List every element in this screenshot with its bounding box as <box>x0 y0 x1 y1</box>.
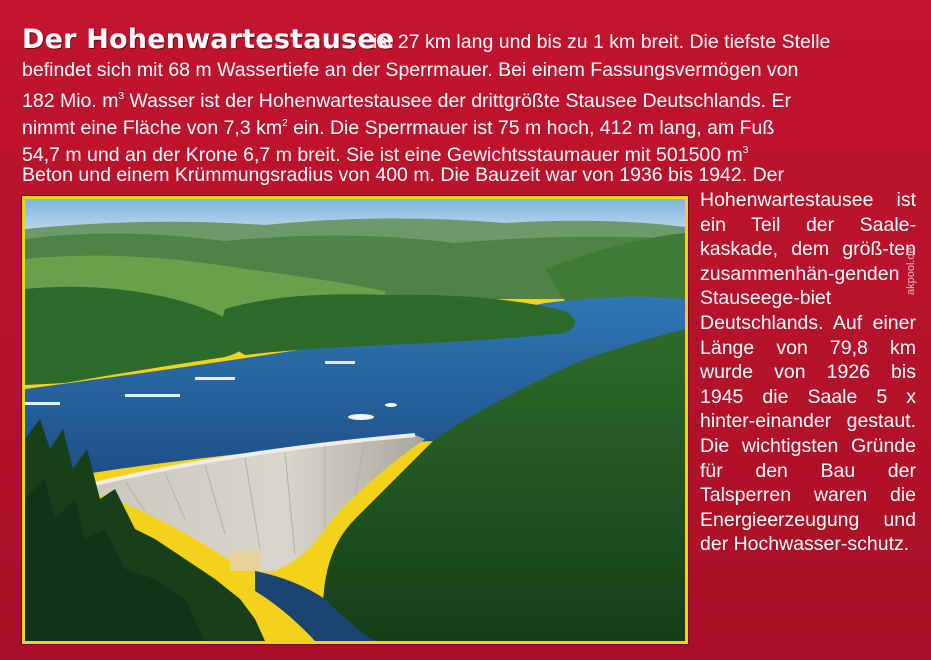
superscript-3: 3 <box>118 91 125 102</box>
intro-line-4-b: ein. Die Sperrmauer ist 75 m hoch, 412 m lang, am Fuß <box>287 117 775 139</box>
intro-line-3 <box>22 85 791 113</box>
intro-line-3-a: 182 Mio. m <box>22 90 119 112</box>
superscript-2: 2 <box>282 118 288 129</box>
intro-line-3-b: Wasser ist der Hohenwartestausee der drittgrößte Stausee Deutschlands. Er <box>124 90 791 112</box>
reservoir-photo <box>25 199 685 641</box>
intro-line-2: befindet sich mit 68 m Wassertiefe an der Sperrmauer. Bei einem Fassungsvermögen von <box>22 59 799 81</box>
photo-frame <box>22 196 688 644</box>
intro-line-5-a: 54,7 m und an der Krone 6,7 m breit. Sie ist eine Gewichtsstaumauer mit 501500 m <box>22 144 743 166</box>
intro-line-4 <box>22 112 774 140</box>
watermark-logo: akpool.de <box>905 247 917 295</box>
intro-line-1: ist 27 km lang und bis zu 1 km breit. Die tiefste Stelle <box>373 31 831 53</box>
intro-line-4-a: nimmt eine Fläche von 7,3 km <box>22 117 283 139</box>
postcard-title: Der Hohenwartestausee <box>22 24 395 55</box>
superscript-3b: 3 <box>742 145 749 156</box>
intro-line-6: Beton und einem Krümmungsradius von 400 m. Die Bauzeit war von 1936 bis 1942. Der <box>22 164 785 186</box>
reservoir-landscape-illustration <box>25 199 685 641</box>
side-description: Hohenwartestausee ist ein Teil der Saale-kaskade, dem größ-ten zusammenhän-genden Stauseege-biet Deutschlands. Auf einer Länge von 79,8 km wurde von 1926 bis 1945 die Saale 5 x hinter-einander gestaut. Die wichtigsten Gründe für den Bau der Talsperren waren die Energieerzeugung und der Hochwasser-schutz. <box>700 189 916 556</box>
